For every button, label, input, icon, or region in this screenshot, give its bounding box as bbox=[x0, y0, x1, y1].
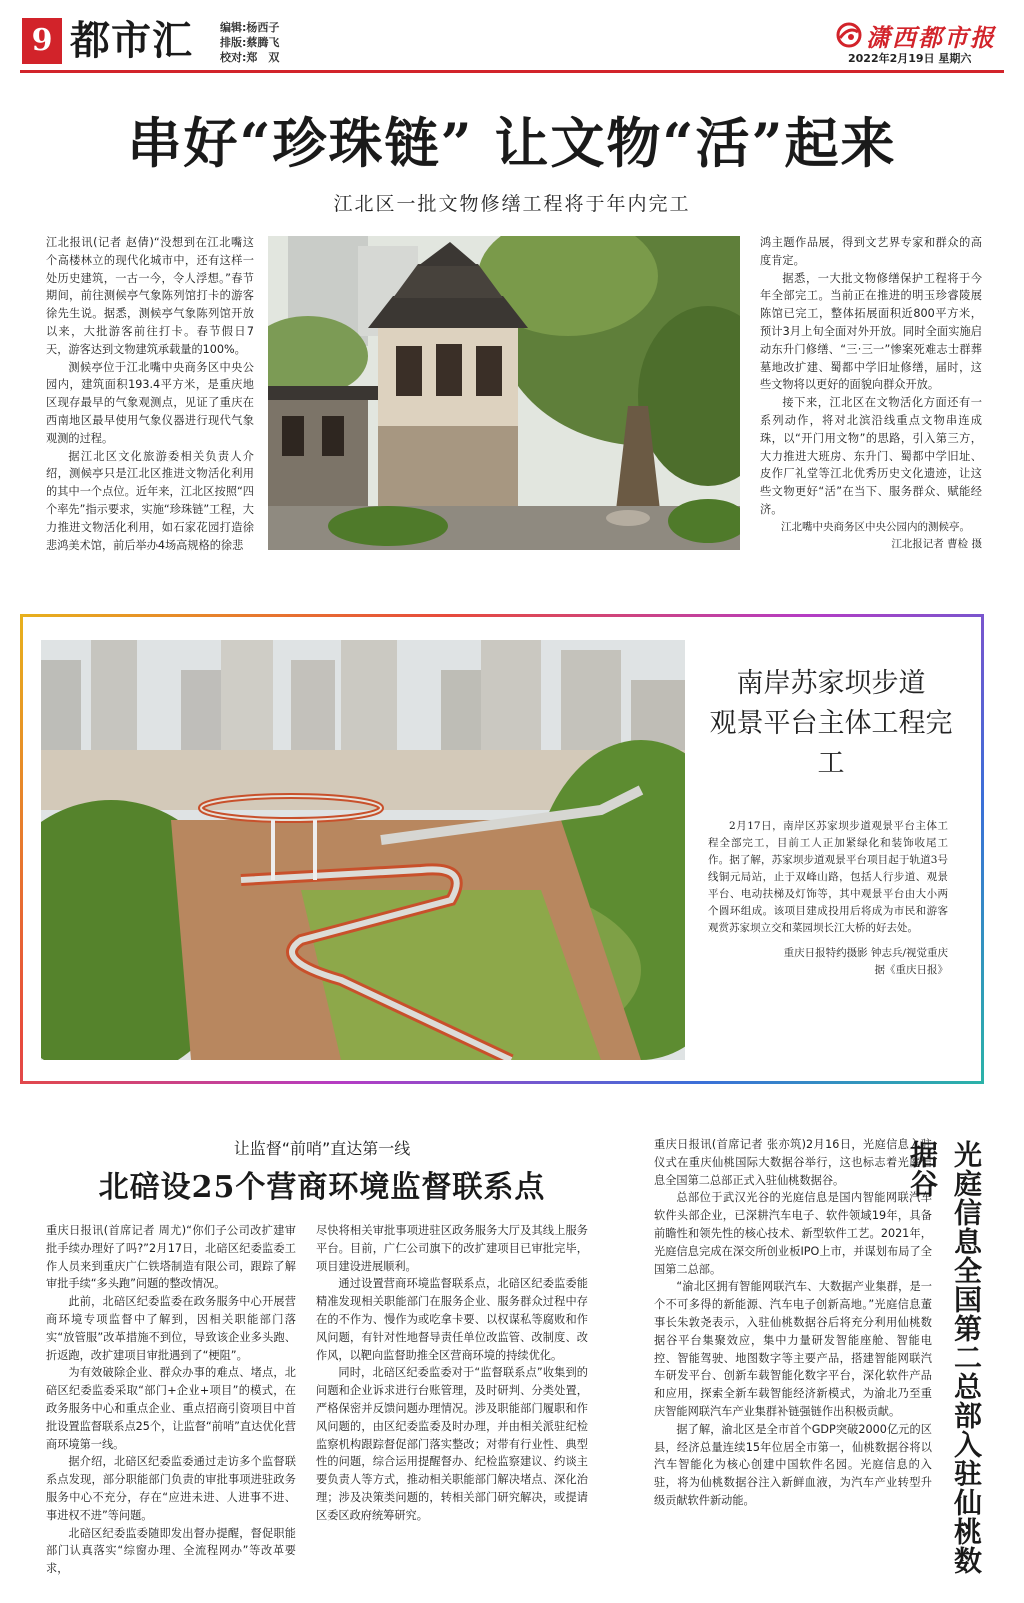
story3-column-right bbox=[316, 1222, 588, 1525]
paragraph: 重庆日报讯(首席记者 张亦筑)2月16日，光庭信息入驻仪式在重庆仙桃国际大数据谷举行，这也标志着光庭信息全国第二总部正式入驻仙桃数据谷。 bbox=[654, 1138, 932, 1187]
paragraph: 通过设置营商环境监督联系点，北碚区纪委监委能精准发现相关职能部门在服务企业、服务群众过程中存在的不作为、慢作为或吃拿卡要、以权谋私等腐败和作风问题，有针对性地督导责任单位改监管、改制度、改作风，以靶向监督助推全区营商环境的持续优化。 bbox=[316, 1277, 588, 1362]
paragraph: 据江北区文化旅游委相关负责人介绍，测候亭只是江北区推进文物活化利用的其中一个点位。近年来，江北区按照“四个率先”指示要求，实施“珍珠链”工程，大力推进文物活化利用，如石家花园打造徐悲鸿美术馆，前后举办4场高规格的徐悲 bbox=[46, 449, 254, 552]
story2-title-line2: 观景平台主体工程完工 bbox=[709, 708, 953, 779]
paragraph: 据介绍，北碚区纪委监委通过走访多个监督联系点发现，部分职能部门负责的审批事项进驻政务服务中心不充分，存在“应进未进、人进事不进、事进权不进”等问题。 bbox=[46, 1455, 296, 1522]
paragraph: 鸿主题作品展，得到文艺界专家和群众的高度肯定。 bbox=[760, 236, 982, 267]
issue-date: 2022年2月19日 星期六 bbox=[848, 52, 972, 65]
photo-caption: 江北嘴中央商务区中央公园内的测候亭。 bbox=[781, 520, 970, 533]
paragraph: 总部位于武汉光谷的光庭信息是国内智能网联汽车软件头部企业，已深耕汽车电子、软件领域19年，具备前瞻性和领先性的核心技术、新型软件工艺。2021年，光庭信息完成在深交所创业板IPO上市，并谋划布局了全国第二总部。 bbox=[654, 1191, 932, 1276]
paragraph: 同时，北碚区纪委监委对于“监督联系点”收集到的问题和企业诉求进行台账管理，及时研判、分类处置，严格保密并反馈问题办理情况。涉及职能部门履职和作风问题的，由区纪委监委及时办理，并由相关派驻纪检监察机构跟踪督促部门落实整改；对带有行业性、典型性的问题，综合运用提醒督办、纪检监察建议、约谈主要负责人等方式，推动相关职能部门解决堵点、深化治理；涉及决策类问题的，转相关部门研究解决，或提请区委区政府统筹研究。 bbox=[316, 1366, 588, 1522]
story3-title: 北碚设25个营商环境监督联系点 bbox=[98, 1170, 546, 1205]
story1-subtitle: 江北区一批文物修缮工程将于年内完工 bbox=[333, 193, 691, 215]
source-credit: 据《重庆日报》 bbox=[874, 964, 948, 976]
paragraph: 此前，北碚区纪委监委在政务服务中心开展营商环境专项监督中了解到，因相关职能部门落实“放管服”改革措施不到位，导致该企业多头跑、折返跑，改扩建项目审批遇到了“梗阻”。 bbox=[46, 1295, 296, 1362]
masthead-title: 潇西都市报 bbox=[866, 23, 996, 52]
paragraph: 接下来，江北区在文物活化方面还有一系列动作，将对北滨沿线重点文物串连成珠，以“开门用文物”的思路，引入第三方，大力推进大班房、东升门、蜀都中学旧址、皮作厂礼堂等江北优秀历史文化遗迹，让这些文物更好“活”在当下、服务群众、赋能经济。 bbox=[760, 396, 982, 516]
story2-body bbox=[708, 818, 948, 979]
paragraph: 江北报讯(记者 赵倩)“没想到在江北嘴这个高楼林立的现代化城市中，还有这样一处历史建筑，一古一今，令人浮想。”春节期间，前往测候亭气象陈列馆打卡的游客徐先生说。据悉，测候亭气象陈列馆开放以来，大批游客前往打卡。春节假日7天，游客达到文物建筑承载量的100%。 bbox=[46, 236, 254, 356]
layout-line: 排版:蔡腾飞 bbox=[220, 36, 280, 49]
photo-credit: 重庆日报特约摄影 钟志兵/视觉重庆 bbox=[783, 947, 948, 959]
paragraph: 重庆日报讯(首席记者 周尤)“你们子公司改扩建审批手续办理好了吗?”2月17日，北碚区纪委监委工作人员来到重庆广仁铁塔制造有限公司，跟踪了解审批手续“多头跑”问题的整改情况。 bbox=[46, 1224, 296, 1291]
paragraph: 据悉，一大批文物修缮保护工程将于今年全部完工。当前正在推进的明玉珍睿陵展陈馆已完工，整体拓展面积近800平方米，预计3月上旬全面对外开放。同时全面实施启动东升门修缮、“三·三一”惨案死难志士群葬墓地改扩建、蜀都中学旧址修缮，届时，这些文物将以更好的面貌向群众开放。 bbox=[760, 271, 982, 392]
story1-title: 串好“珍珠链” 让文物“活”起来 bbox=[127, 111, 897, 175]
story4-column bbox=[654, 1136, 932, 1510]
story1-photo-pavilion bbox=[268, 236, 740, 550]
story1-column-left bbox=[46, 234, 254, 554]
story3-kicker: 让监督“前哨”直达第一线 bbox=[233, 1139, 411, 1158]
story1-column-right bbox=[760, 234, 982, 553]
page-number-badge: 9 bbox=[22, 18, 62, 64]
story2-title bbox=[700, 664, 962, 784]
editor-line: 编辑:杨西子 bbox=[220, 21, 280, 34]
paragraph: 2月17日，南岸区苏家坝步道观景平台主体工程全部完工，目前工人正加紧绿化和装饰收尾工作。据了解，苏家坝步道观景平台项目起于轨道3号线铜元局站，止于双峰山路，包括人行步道、观景平台、电动扶梯及灯饰等，其中观景平台由大小两个圆环组成。该项目建成投用后将成为市民和游客观赏苏家坝立交和菜园坝长江大桥的好去处。 bbox=[708, 820, 948, 934]
proof-line: 校对:郑 双 bbox=[220, 51, 280, 64]
paragraph: “渝北区拥有智能网联汽车、大数据产业集群，是一个不可多得的新能源、汽车电子创新高地。”光庭信息董事长朱敦尧表示，入驻仙桃数据谷后将充分利用仙桃数据谷平台集聚效应，集中力量研发智能座舱、智能电控、智能驾驶、地图数字等主要产品，搭建智能网联汽车研发平台、创新车载智能化数字平台，深化软件产品和应用，探索全新车载智能经济新模式，为渝北乃至重庆智能网联汽车产业集群补链强链作出积极贡献。 bbox=[654, 1280, 932, 1418]
story2-photo-boardwalk bbox=[41, 640, 685, 1060]
section-title: 都市汇 bbox=[70, 17, 193, 64]
editor-credits bbox=[220, 20, 279, 65]
paragraph: 据了解，渝北区是全市首个GDP突破2000亿元的区县，经济总量连续15年位居全市第一，仙桃数据谷将以汽车智能化为核心创建中国软件名园。光庭信息的入驻，将为仙桃数据谷注入新鲜血液，为汽车产业转型升级贡献软件新动能。 bbox=[654, 1422, 932, 1507]
paragraph: 尽快将相关审批事项进驻区政务服务大厅及其线上服务平台。目前，广仁公司旗下的改扩建项目已审批完毕，项目建设进展顺利。 bbox=[316, 1224, 588, 1273]
story2-title-line1: 南岸苏家坝步道 bbox=[736, 668, 926, 699]
masthead-logo-icon bbox=[836, 22, 862, 48]
paragraph: 为有效破除企业、群众办事的难点、堵点，北碚区纪委监委采取“部门+企业+项目”的模式，在政务服务中心和重点企业、重点招商引资项目中首批设置监督联系点25个，让监督“前哨”直达优化营商环境第一线。 bbox=[46, 1366, 296, 1451]
story3-column-left bbox=[46, 1222, 296, 1578]
header-rule bbox=[20, 70, 1004, 73]
story4-vertical-title: 光庭信息全国第二总部入驻仙桃数据谷 bbox=[906, 1140, 983, 1575]
paragraph: 北碚区纪委监委随即发出督办提醒，督促职能部门认真落实“综窗办理、全流程网办”等改革要求， bbox=[46, 1526, 296, 1576]
paragraph: 测候亭位于江北嘴中央商务区中央公园内，建筑面积193.4平方米，是重庆地区现存最早的气象观测点，见证了重庆在西南地区最早使用气象仪器进行现代气象观测的过程。 bbox=[46, 360, 254, 445]
photo-credit: 江北报记者 曹检 摄 bbox=[891, 537, 982, 550]
